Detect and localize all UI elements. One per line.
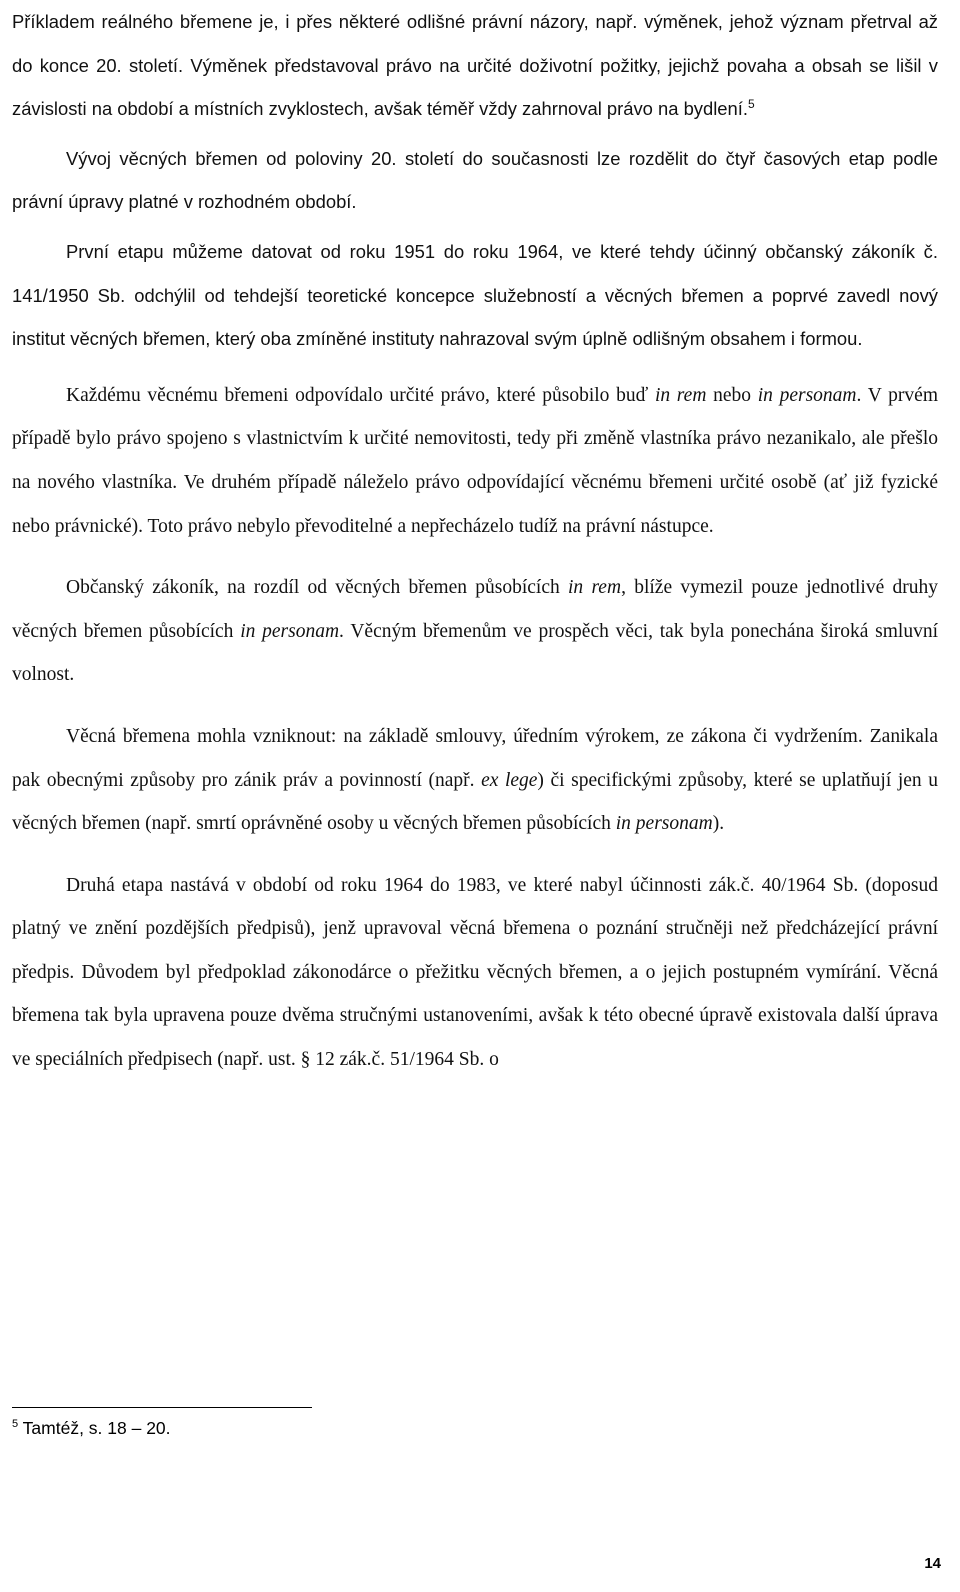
paragraph-6: Věcná břemena mohla vzniknout: na základě smlouvy, úředním výrokem, ze zákona či vydržením. Zanikala pak obecnými způsoby pro zánik práv a povinností (např. ex lege) či specifickými způsoby, které se uplatňují jen u věcných břemen (např. smrtí oprávněné osoby u věcných břemen působících in personam). xyxy=(12,725,938,835)
paragraph-3: První etapu můžeme datovat od roku 1951 do roku 1964, ve které tehdy účinný občanský zákoník č. 141/1950 Sb. odchýlil od tehdejší teoretické koncepce služebností a věcných břemen a poprvé zavedl nový institut věcných břemen, který oba zmíněné instituty nahrazoval svým úplně odlišným obsahem i formou. xyxy=(12,240,938,350)
document-body xyxy=(12,0,938,1082)
paragraph-1: Příkladem reálného břemene je, i přes některé odlišné právní názory, např. výměnek, jehož význam přetrval až do konce 20. století. Výměnek představoval právo na určité doživotní požitky, jejichž povaha a obsah se lišil v závislosti na období a místních zvyklostech, avšak téměř vždy zahrnoval právo na bydlení.$^5$ xyxy=(12,11,938,120)
page-number: 14 xyxy=(924,1555,941,1572)
footnote-text: Tamtéž, s. 18 – 20. xyxy=(22,1418,171,1438)
paragraph-5: Občanský zákoník, na rozdíl od věcných břemen působících in rem, blíže vymezil pouze jednotlivé druhy věcných břemen působících in personam. Věcným břemenům ve prospěch věci, tak byla ponechána široká smluvní volnost. xyxy=(12,577,938,686)
footnote-number: 5 xyxy=(12,1418,19,1431)
paragraph-2: Vývoj věcných břemen od poloviny 20. století do současnosti lze rozdělit do čtyř časových etap podle právní úpravy platné v rozhodném období. xyxy=(12,147,938,213)
footnote xyxy=(12,1414,171,1442)
paragraph-4: Každému věcnému břemeni odpovídalo určité právo, které působilo buď in rem nebo in personam. V prvém případě bylo právo spojeno s vlastnictvím k určité nemovitosti, tedy při změně vlastníka právo nezanikalo, ale přešlo na nového vlastníka. Ve druhém případě náleželo právo odpovídající věcnému břemeni určité osobě (ať již fyzické nebo právnické). Toto právo nebylo převoditelné a nepřecházelo tudíž na právní nástupce. xyxy=(12,384,938,537)
footnote-reference: 5 xyxy=(748,97,755,112)
paragraph-7: Druhá etapa nastává v období od roku 1964 do 1983, ve které nabyl účinnosti zák.č. 40/1964 Sb. (doposud platný ve znění pozdějších předpisů), jenž upravoval věcná břemena o poznání stručněji než předcházející právní předpis. Důvodem byl předpoklad zákonodárce o přežitku věcných břemen, a o jejich postupném vymírání. Věcná břemena tak byla upravena pouze dvěma stručnými ustanoveními, avšak k této obecné úpravě existovala další úprava ve speciálních předpisech (např. ust. § 12 zák.č. 51/1964 Sb. o xyxy=(12,874,938,1071)
footnote-separator xyxy=(12,1407,312,1408)
